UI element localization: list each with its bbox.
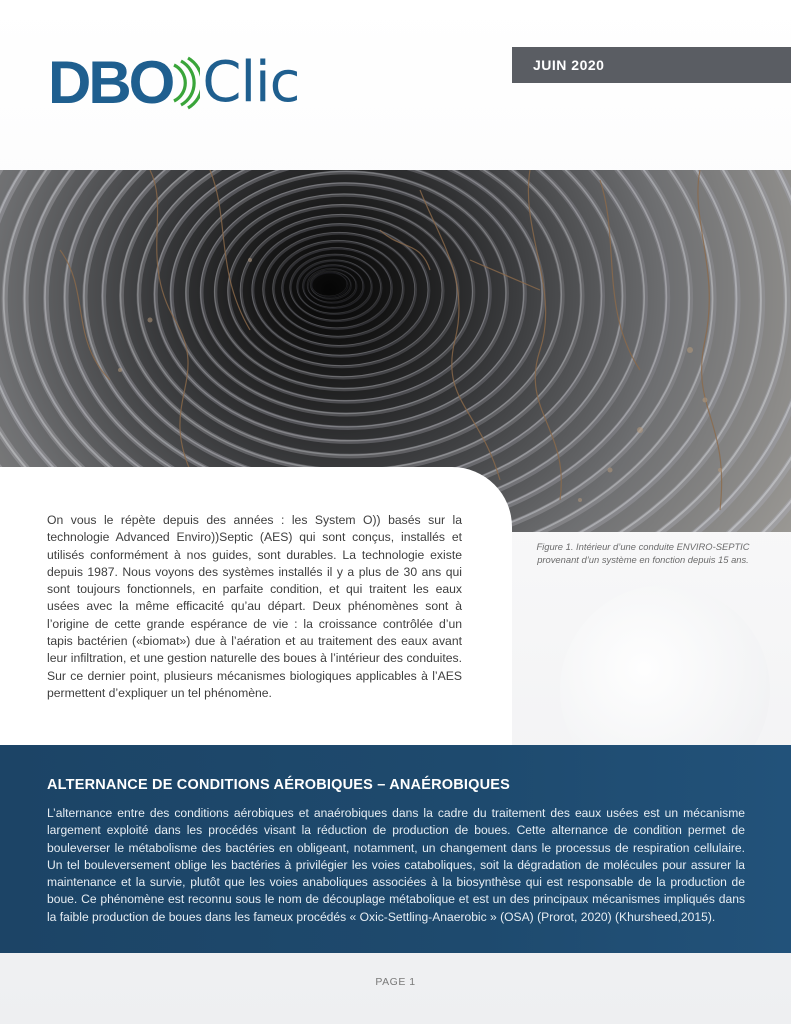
section-body: L’alternance entre des conditions aérobiques et anaérobiques dans la cadre du traitement des eaux usées est un mécanisme largement exploité dans les procédés visant la réduction de production de boues. Cette alternance de condition permet de bouleverser le métabolisme des bactéries en obligeant, notamment, un changement dans le processus de respiration cellulaire. Un tel bouleversement oblige les bactéries à privilégier les voies cataboliques, soit la dégradation de molécules pour assurer la maintenance et la survie, plutôt que les voies anaboliques associées à la biosynthèse qui est responsable de la production de boue. Ce phénomène est reconnu sous le nom de découplage métabolique et est un des principaux mécanismes impliqués dans la faible production de boues dans les fameux procédés « Oxic-Settling-Anaerobic » (OSA) (Prorot, 2020) (Khursheed,2015). [47, 806, 745, 924]
dboclic-logo[interactable] [48, 50, 299, 116]
section-title: ALTERNANCE DE CONDITIONS AÉROBIQUES – ANAÉROBIQUES [47, 777, 511, 793]
logo-arcs-icon [170, 55, 200, 111]
page-number: PAGE 1 [375, 976, 416, 988]
issue-date-bar: JUIN 2020 [512, 47, 791, 83]
intro-paragraph: On vous le répète depuis des années : les System O)) basés sur la technologie Advanced Enviro))Septic (AES) qui sont conçus, installés et utilisés conformément à nos guides, sont durables. La technologie existe depuis 1987. Nous voyons des systèmes installés il y a plus de 30 ans qui sont toujours fonctionnels, en parfaite condition, et qui traitent les eaux usées avec la même efficacité qu’au départ. Deux phénomènes sont à l’origine de cette grande espérance de vie : la croissance contrôlée d’un tapis bactérien («biomat») due à l’aération et au traitement des eaux avant leur infiltration, et une gestion naturelle des boues à l’intérieur des conduites. Sur ce dernier point, plusieurs mécanismes biologiques applicables à l’AES permettent d’expliquer un tel phénomène. [47, 513, 462, 700]
figure-caption: Figure 1. Intérieur d’une conduite ENVIRO-SEPTIC provenant d’un système en fonction depuis 15 ans. [536, 541, 750, 565]
logo-dbo-text: DBO [48, 49, 173, 116]
logo-clic-text: Clic [202, 50, 300, 115]
